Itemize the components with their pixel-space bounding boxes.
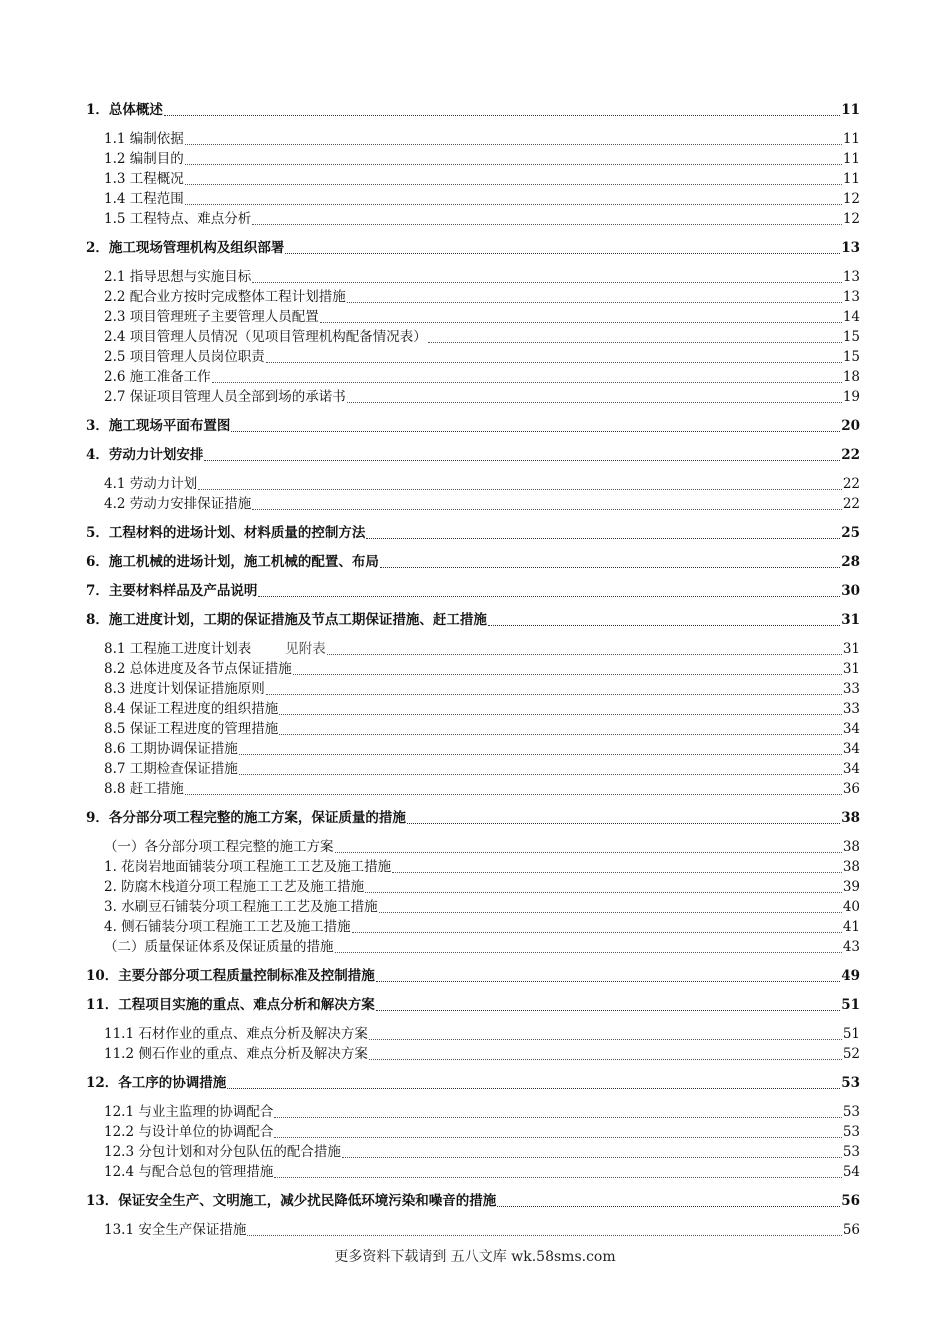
toc-entry-title: 2.7 保证项目管理人员全部到场的承诺书 [104,389,346,405]
toc-entry-title: 6．施工机械的进场计划，施工机械的配置、布局 [86,554,379,570]
toc-entry-page-number: 40 [842,899,860,915]
toc-entry-page-number: 38 [842,839,860,855]
toc-entry-title: 4.1 劳动力计划 [104,476,198,492]
toc-section-entry[interactable] [86,837,860,857]
toc-entry-page-number: 11 [841,102,860,118]
dot-leader [347,301,842,303]
toc-entry-page-number: 18 [842,369,860,385]
toc-section-entry[interactable] [86,307,860,327]
toc-entry-title: 8.8 赶工措施 [104,781,184,797]
dot-leader [285,252,840,254]
toc-entry-page-number: 31 [842,641,860,657]
toc-entry-title: 5．工程材料的进场计划、材料质量的控制方法 [86,525,366,541]
toc-entry-page-number: 41 [842,919,860,935]
toc-chapter-entry[interactable] [86,808,860,828]
toc-entry-title: 8.7 工期检查保证措施 [104,761,238,777]
toc-section-entry[interactable] [86,759,860,779]
toc-section-entry[interactable] [86,347,860,367]
toc-entry-title: 1.5 工程特点、难点分析 [104,211,252,227]
toc-entry-title: 11.2 侧石作业的重点、难点分析及解决方案 [104,1046,368,1062]
toc-chapter-entry[interactable] [86,995,860,1015]
toc-entry-page-number: 34 [842,741,860,757]
toc-entry-page-number: 28 [841,554,860,570]
toc-entry-title: 2.1 指导思想与实施目标 [104,269,252,285]
toc-chapter-entry[interactable] [86,1073,860,1093]
toc-section-entry[interactable] [86,1162,860,1182]
dot-leader [352,931,842,933]
toc-section-entry[interactable] [86,494,860,514]
toc-entry-page-number: 33 [842,701,860,717]
dot-leader [369,1058,842,1060]
toc-entry-page-number: 31 [842,661,860,677]
toc-entry-title: 11.1 石材作业的重点、难点分析及解决方案 [104,1026,368,1042]
dot-leader [274,1116,841,1118]
dot-leader [252,223,842,225]
toc-entry-page-number: 52 [842,1046,860,1062]
toc-entry-page-number: 36 [842,781,860,797]
toc-entry-title: 1.3 工程概况 [104,171,184,187]
dot-leader [231,430,840,432]
toc-section-entry[interactable] [86,1044,860,1064]
toc-entry-page-number: 13 [842,269,860,285]
dot-leader [293,673,842,675]
toc-entry-title: 2.5 项目管理人员岗位职责 [104,349,265,365]
toc-entry-page-number: 54 [842,1164,860,1180]
toc-entry-title: 12.1 与业主监理的协调配合 [104,1104,274,1120]
dot-leader [258,595,840,597]
dot-leader [274,1136,841,1138]
toc-entry-title: （一）各分部分项工程完整的施工方案 [104,839,334,855]
toc-chapter-entry[interactable] [86,581,860,601]
toc-entry-title: 12.3 分包计划和对分包队伍的配合措施 [104,1144,341,1160]
toc-section-entry[interactable] [86,1220,860,1240]
toc-entry-title: 3. 水刷豆石铺装分项工程施工工艺及施工措施 [104,899,378,915]
toc-entry-title: 8.6 工期协调保证措施 [104,741,238,757]
toc-section-entry[interactable] [86,149,860,169]
toc-entry-page-number: 51 [842,1026,860,1042]
toc-section-entry[interactable] [86,189,860,209]
toc-section-entry[interactable] [86,937,860,957]
toc-entry-page-number: 11 [842,151,860,167]
dot-leader [497,1205,840,1207]
toc-entry-page-number: 22 [842,476,860,492]
toc-section-entry[interactable] [86,1122,860,1142]
dot-leader [266,693,842,695]
toc-entry-page-number: 11 [842,171,860,187]
toc-entry-title: 8.5 保证工程进度的管理措施 [104,721,279,737]
toc-entry-title: 8.3 进度计划保证措施原则 [104,681,265,697]
toc-section-entry[interactable] [86,659,860,679]
toc-entry-page-number: 30 [841,583,860,599]
dot-leader [365,891,842,893]
toc-entry-page-number: 39 [842,879,860,895]
dot-leader [369,1038,842,1040]
toc-section-entry[interactable] [86,327,860,347]
toc-entry-title: 2. 防腐木栈道分项工程施工工艺及施工措施 [104,879,365,895]
toc-chapter-entry[interactable] [86,552,860,572]
toc-chapter-entry[interactable] [86,1191,860,1211]
toc-section-entry[interactable] [86,739,860,759]
dot-leader [252,508,842,510]
toc-chapter-entry[interactable] [86,523,860,543]
toc-entry-page-number: 34 [842,761,860,777]
toc-entry-title: 13．保证安全生产、文明施工，减少扰民降低环境污染和噪音的措施 [86,1193,497,1209]
toc-section-entry[interactable] [86,474,860,494]
toc-section-entry[interactable] [86,287,860,307]
toc-entry-page-number: 13 [842,289,860,305]
dot-leader [164,114,840,116]
dot-leader [185,793,842,795]
toc-entry-title: 2.2 配合业方按时完成整体工程计划措施 [104,289,346,305]
toc-entry-page-number: 15 [842,349,860,365]
toc-entry-page-number: 53 [842,1104,860,1120]
toc-section-entry[interactable] [86,639,860,659]
toc-entry-title: 11．工程项目实施的重点、难点分析和解决方案 [86,997,375,1013]
toc-entry-title: 1. 花岗岩地面铺装分项工程施工工艺及施工措施 [104,859,392,875]
toc-chapter-entry[interactable] [86,610,860,630]
toc-section-entry[interactable] [86,387,860,407]
toc-entry-page-number: 19 [842,389,860,405]
toc-entry-title: （二）质量保证体系及保证质量的措施 [104,939,334,955]
toc-section-entry[interactable] [86,857,860,877]
dot-leader [227,1087,840,1089]
toc-section-entry[interactable] [86,169,860,189]
dot-leader [327,653,842,655]
dot-leader [347,401,842,403]
dot-leader [320,321,842,323]
toc-entry-page-number: 12 [842,211,860,227]
toc-entry-page-number: 22 [841,447,860,463]
toc-chapter-entry[interactable] [86,100,860,120]
dot-leader [247,1234,841,1236]
toc-entry-title: 9．各分部分项工程完整的施工方案，保证质量的措施 [86,810,406,826]
dot-leader [274,1176,841,1178]
toc-section-entry[interactable] [86,699,860,719]
toc-entry-page-number: 11 [842,131,860,147]
dot-leader [379,911,842,913]
toc-section-entry[interactable] [86,129,860,149]
toc-entry-title: 2.4 项目管理人员情况（见项目管理机构配备情况表） [104,329,427,345]
dot-leader [185,203,842,205]
toc-entry-page-number: 25 [841,525,860,541]
dot-leader [392,871,842,873]
toc-entry-title: 12.2 与设计单位的协调配合 [104,1124,274,1140]
dot-leader [185,143,842,145]
toc-section-entry[interactable] [86,1024,860,1044]
dot-leader [239,773,842,775]
toc-section-entry[interactable] [86,719,860,739]
dot-leader [376,1009,840,1011]
toc-entry-page-number: 56 [841,1193,860,1209]
toc-entry-title: 2.3 项目管理班子主要管理人员配置 [104,309,319,325]
toc-entry-page-number: 43 [842,939,860,955]
dot-leader [342,1156,842,1158]
toc-entry-page-number: 53 [841,1075,860,1091]
toc-section-entry[interactable] [86,367,860,387]
toc-section-entry[interactable] [86,897,860,917]
toc-chapter-entry[interactable] [86,238,860,258]
footer-text: 更多资料下载请到 五八文库 wk.58sms.com [334,1249,616,1265]
toc-entry-page-number: 51 [841,997,860,1013]
dot-leader [335,851,842,853]
dot-leader [204,459,840,461]
dot-leader [279,713,842,715]
toc-entry-title: 13.1 安全生产保证措施 [104,1222,247,1238]
toc-chapter-entry[interactable] [86,416,860,436]
dot-leader [212,381,842,383]
dot-leader [185,183,842,185]
toc-section-entry[interactable] [86,1102,860,1122]
toc-entry-page-number: 31 [841,612,860,628]
toc-entry-page-number: 33 [842,681,860,697]
dot-leader [185,163,842,165]
dot-leader [335,951,842,953]
toc-entry-page-number: 15 [842,329,860,345]
toc-entry-page-number: 38 [841,810,860,826]
toc-chapter-entry[interactable] [86,966,860,986]
toc-entry-page-number: 53 [842,1144,860,1160]
toc-entry-title: 3．施工现场平面布置图 [86,418,231,434]
toc-entry-title: 1.4 工程范围 [104,191,184,207]
toc-entry-page-number: 53 [842,1124,860,1140]
dot-leader [198,488,842,490]
toc-entry-title: 1.2 编制目的 [104,151,184,167]
toc-entry-title: 1.1 编制依据 [104,131,184,147]
toc-entry-page-number: 12 [842,191,860,207]
dot-leader [366,537,840,539]
toc-entry-title: 1．总体概述 [86,102,163,118]
toc-entry-page-number: 49 [841,968,860,984]
dot-leader [380,566,840,568]
toc-entry-title: 12.4 与配合总包的管理措施 [104,1164,274,1180]
table-of-contents [86,100,860,1240]
toc-entry-title: 10．主要分部分项工程质量控制标准及控制措施 [86,968,375,984]
toc-entry-page-number: 56 [842,1222,860,1238]
toc-entry-title: 12．各工序的协调措施 [86,1075,227,1091]
toc-entry-page-number: 13 [841,240,860,256]
toc-entry-title: 8.2 总体进度及各节点保证措施 [104,661,292,677]
dot-leader [252,281,842,283]
toc-entry-title: 7．主要材料样品及产品说明 [86,583,258,599]
toc-section-entry[interactable] [86,917,860,937]
toc-entry-title: 8.1 工程施工进度计划表 [104,641,252,657]
toc-entry-note: 见附表 [285,641,326,657]
dot-leader [266,361,842,363]
toc-entry-title: 8.4 保证工程进度的组织措施 [104,701,279,717]
toc-entry-title: 4.2 劳动力安排保证措施 [104,496,252,512]
toc-section-entry[interactable] [86,267,860,287]
dot-leader [488,624,840,626]
toc-entry-title: 4. 侧石铺装分项工程施工工艺及施工措施 [104,919,351,935]
dot-leader [279,733,842,735]
dot-leader [428,341,842,343]
toc-entry-page-number: 22 [842,496,860,512]
toc-section-entry[interactable] [86,1142,860,1162]
toc-section-entry[interactable] [86,209,860,229]
toc-entry-page-number: 38 [842,859,860,875]
toc-section-entry[interactable] [86,679,860,699]
dot-leader [376,980,840,982]
toc-entry-page-number: 34 [842,721,860,737]
dot-leader [239,753,842,755]
toc-entry-title: 2．施工现场管理机构及组织部署 [86,240,285,256]
toc-entry-title: 8．施工进度计划，工期的保证措施及节点工期保证措施、赶工措施 [86,612,487,628]
toc-entry-title: 2.6 施工准备工作 [104,369,211,385]
dot-leader [407,822,840,824]
toc-section-entry[interactable] [86,877,860,897]
toc-entry-page-number: 14 [842,309,860,325]
toc-entry-page-number: 20 [841,418,860,434]
toc-section-entry[interactable] [86,779,860,799]
toc-chapter-entry[interactable] [86,445,860,465]
toc-entry-title: 4．劳动力计划安排 [86,447,204,463]
